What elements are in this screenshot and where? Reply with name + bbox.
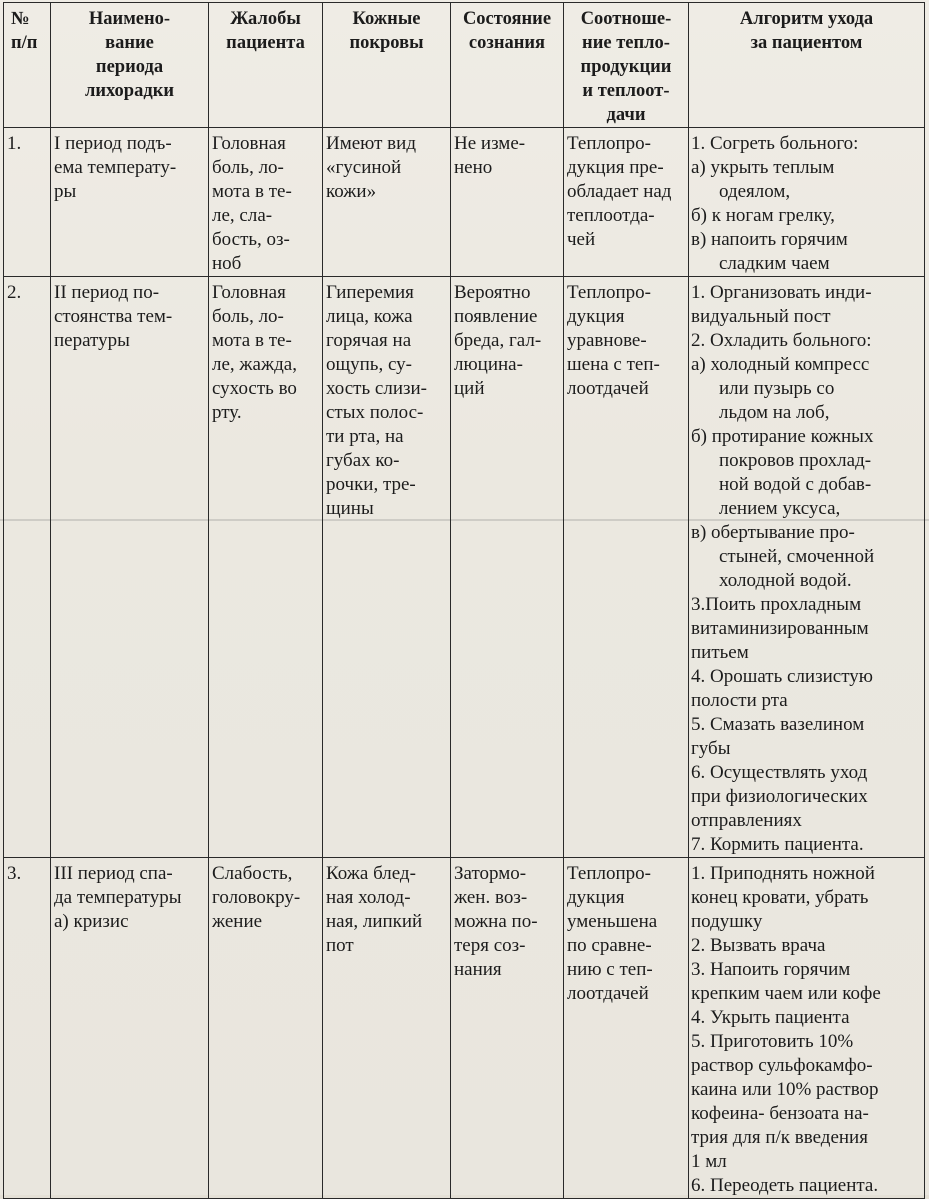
cell-heat-balance [564,128,689,277]
header-care-algorithm [689,3,925,128]
text-line: I период подъ- [54,133,172,154]
care-step-line: 4. Орошать слизистую [691,666,873,687]
text-line: ная холод- [326,887,411,908]
care-step-line: или пузырь со [719,378,835,399]
text-line: губах ко- [326,450,400,471]
text-line: стоянства тем- [54,306,173,327]
care-step-line: льдом на лоб, [719,402,830,423]
fever-care-table [3,2,925,1199]
text-line: жен. воз- [454,887,528,908]
text-line: сознания [468,33,546,53]
text-line: горячая на [326,330,412,351]
text-line: Не изме- [454,133,526,154]
care-step-line: кофеина- бензоата на- [691,1103,869,1124]
text-line: бреда, гал- [454,330,542,351]
text-line: пературы [54,330,130,351]
text-line: Кожа блед- [326,863,416,884]
cell-heat-balance [564,858,689,1199]
cell-consciousness [451,277,564,858]
cell-number: 2. [4,277,51,858]
care-step-line: конец кровати, убрать [691,887,869,908]
care-step-line: полости рта [691,690,788,711]
text-line: Гиперемия [326,282,414,303]
text-line: ти рта, на [326,426,404,447]
cell-period [51,858,209,1199]
cell-skin [323,128,451,277]
care-step-line: холодной водой. [719,570,852,591]
care-step-line: б) протирание кожных [691,426,874,447]
text-line: мота в те- [212,181,292,202]
text-line: стых полос- [326,402,424,423]
text-line: обладает над [567,181,672,202]
text-line: дукция [567,306,625,327]
care-step-line: 6. Переодеть пациента. [691,1175,879,1196]
cell-care-algorithm [689,277,925,858]
text-line: Кожные [352,9,421,29]
care-step-line: 6. Осуществлять уход [691,762,868,783]
text-line: пациента [226,33,305,53]
care-step-line: 1. Согреть больного: [691,133,859,154]
text-line: Наимено- [88,9,171,29]
text-line: ций [454,378,485,399]
text-line: жение [212,911,263,932]
text-line: дукция пре- [567,157,664,178]
cell-complaints [209,277,323,858]
care-step-line: 5. Смазать вазелином [691,714,865,735]
care-step-line: ной водой с добав- [719,474,872,495]
care-step-line: 4. Укрыть пациента [691,1007,850,1028]
cell-skin [323,277,451,858]
care-step-line: крепким чаем или кофе [691,983,881,1004]
cell-consciousness [451,128,564,277]
text-line: нания [454,959,502,980]
text-line: боль, ло- [212,306,284,327]
care-step-line: 5. Приготовить 10% [691,1031,854,1052]
text-line: чей [567,229,596,250]
text-line: дукция [567,887,625,908]
cell-care-algorithm [689,128,925,277]
table-row [4,277,925,858]
text-line: дачи [606,105,646,125]
text-line: № [11,9,30,29]
text-line: шена с теп- [567,354,660,375]
text-line: Теплопро- [567,133,651,154]
care-step-line: видуальный пост [691,306,831,327]
text-line: появление [454,306,538,327]
text-line: Вероятно [454,282,531,303]
care-step-line: каина или 10% раствор [691,1079,879,1100]
text-line: нию с теп- [567,959,653,980]
text-line: Соотноше- [580,9,672,29]
text-line: Теплопро- [567,282,651,303]
header-heat-balance [564,3,689,128]
text-line: хость слизи- [326,378,427,399]
text-line: ощупь, су- [326,354,412,375]
care-step-line: витаминизированным [691,618,869,639]
cell-skin [323,858,451,1199]
cell-heat-balance [564,277,689,858]
text-line: кожи» [326,181,377,202]
care-step-line: 1 мл [691,1151,727,1172]
text-line: сухость во [212,378,297,399]
text-line: бость, оз- [212,229,290,250]
cell-period [51,128,209,277]
text-line: ема температу- [54,157,177,178]
care-step-line: лением уксуса, [719,498,841,519]
text-line: пот [326,935,354,956]
care-step-line: сладким чаем [719,253,830,274]
care-step-line: при физиологических [691,786,868,807]
text-line: по сравне- [567,935,652,956]
text-line: лоотдачей [567,983,649,1004]
care-step-line: отправлениях [691,810,802,831]
text-line: «гусиной [326,157,402,178]
text-line: Имеют вид [326,133,416,154]
care-step-line: а) холодный компресс [691,354,870,375]
care-step-line: 7. Кормить пациента. [691,834,864,855]
header-number [4,3,51,128]
text-line: ле, сла- [212,205,273,226]
care-step-line: 2. Охладить больного: [691,330,872,351]
header-period [51,3,209,128]
care-step-line: 3.Поить прохладным [691,594,862,615]
text-line: теплоотда- [567,205,655,226]
care-step-line: а) укрыть теплым [691,157,835,178]
cell-care-algorithm [689,858,925,1199]
text-line: ние тепло- [582,33,670,53]
text-line: и теплоот- [582,81,670,101]
text-line: да температуры [54,887,182,908]
cell-complaints [209,858,323,1199]
cell-period [51,277,209,858]
header-row [4,3,925,128]
text-line: рочки, тре- [326,474,416,495]
care-step-line: губы [691,738,731,759]
text-line: Состояние [462,9,552,29]
care-step-line: подушку [691,911,763,932]
care-step-line: в) напоить горячим [691,229,848,250]
text-line: теря соз- [454,935,526,956]
text-line: Затормо- [454,863,527,884]
care-step-line: покровов прохлад- [719,450,872,471]
cell-number: 3. [4,858,51,1199]
care-step-line: раствор сульфокамфо- [691,1055,873,1076]
table-row [4,858,925,1199]
care-step-line: б) к ногам грелку, [691,205,835,226]
care-step-line: 2. Вызвать врача [691,935,826,956]
care-step-line: 1. Организовать инди- [691,282,872,303]
text-line: покровы [349,33,424,53]
header-complaints [209,3,323,128]
care-step-line: стыней, смоченной [719,546,875,567]
text-line: вание [105,33,154,53]
text-line: люцина- [454,354,523,375]
care-step-line: 3. Напоить горячим [691,959,851,980]
text-line: III период спа- [54,863,173,884]
cell-complaints [209,128,323,277]
text-line: Алгоритм ухода [739,9,874,29]
text-line: ле, жажда, [212,354,297,375]
care-step-line: 1. Приподнять ножной [691,863,875,884]
text-line: можна по- [454,911,538,932]
text-line: а) кризис [54,911,129,932]
text-line: Головная [212,133,286,154]
care-step-line: трия для п/к введения [691,1127,868,1148]
text-line: п/п [11,33,38,53]
text-line: ноб [212,253,242,274]
text-line: периода [95,57,164,77]
text-line: уравнове- [567,330,647,351]
care-step-line: питьем [691,642,749,663]
text-line: Слабость, [212,863,293,884]
text-line: рту. [212,402,242,423]
text-line: за пациентом [750,33,863,53]
text-line: лица, кожа [326,306,413,327]
cell-number: 1. [4,128,51,277]
text-line: нено [454,157,493,178]
text-line: лихорадки [84,81,175,101]
header-skin [323,3,451,128]
text-line: Головная [212,282,286,303]
header-consciousness [451,3,564,128]
text-line: Жалобы [230,9,301,29]
care-step-line: одеялом, [719,181,791,202]
text-line: уменьшена [567,911,658,932]
text-line: ры [54,181,77,202]
cell-consciousness [451,858,564,1199]
text-line: лоотдачей [567,378,649,399]
text-line: мота в те- [212,330,292,351]
table-row [4,128,925,277]
text-line: продукции [580,57,672,77]
text-line: боль, ло- [212,157,284,178]
text-line: ная, липкий [326,911,423,932]
text-line: головокру- [212,887,301,908]
text-line: Теплопро- [567,863,651,884]
care-step-line: в) обертывание про- [691,522,855,543]
text-line: II период по- [54,282,160,303]
text-line: щины [326,498,374,519]
